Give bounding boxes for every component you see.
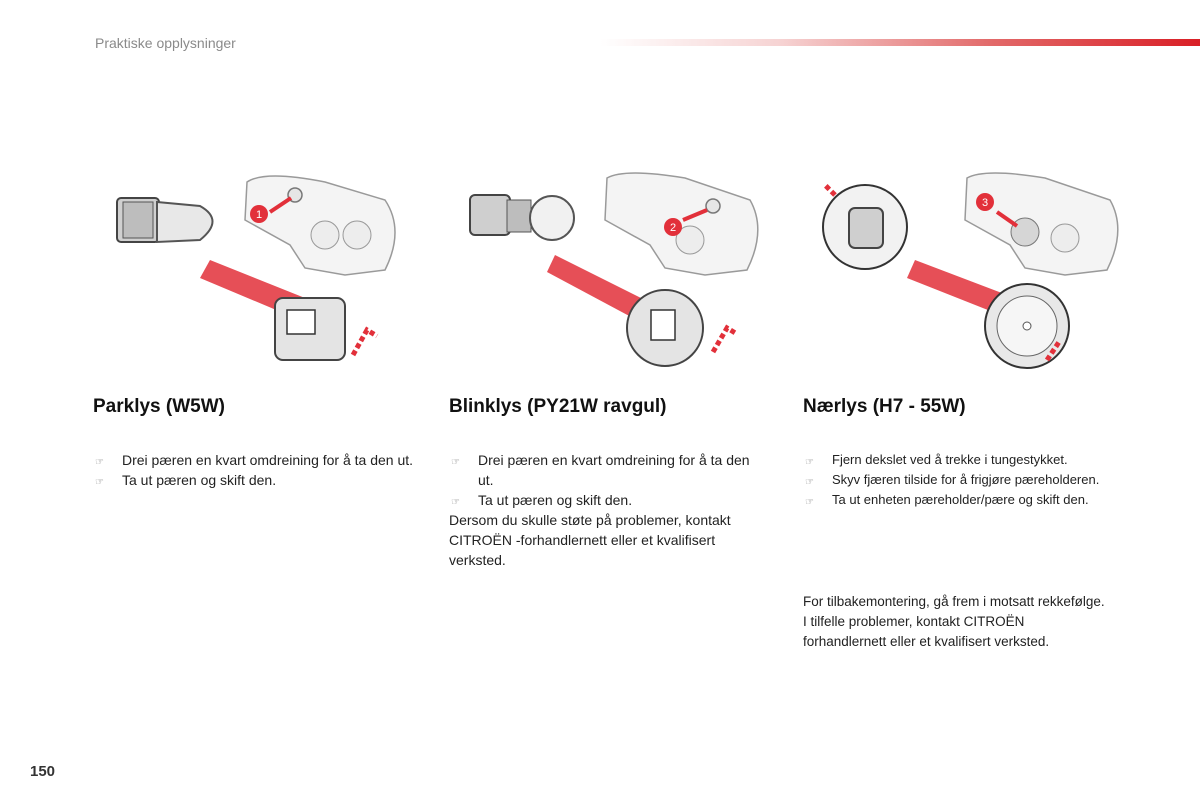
parking-light-section (93, 396, 423, 490)
low-beam-section (803, 396, 1143, 510)
pointing-hand-icon: ☞ (95, 477, 104, 488)
section-title: Parklys (W5W) (93, 396, 225, 417)
reassembly-note: For tilbakemontering, gå frem i motsatt rekkefølge. I tilfelle problemer, kontakt CITROËN forhandlernett eller et kvalifisert verksted. (803, 594, 1105, 649)
page-number: 150 (30, 763, 56, 780)
support-note: Dersom du skulle støte på problemer, kontakt CITROËN -forhandlernett eller et kvalifisert verksted. (449, 512, 731, 568)
pointing-hand-icon: ☞ (805, 457, 814, 468)
section-header-label: Praktiske opplysninger (95, 35, 236, 51)
header-accent-bar (600, 39, 1200, 46)
turn-signal-illustration (455, 160, 785, 380)
pointing-hand-icon: ☞ (451, 457, 460, 468)
pointing-hand-icon: ☞ (451, 497, 460, 508)
step-item: ☞ Drei pæren en kvart omdreining for å ta den ut. (451, 452, 750, 488)
svg-text:1: 1 (255, 209, 263, 221)
pointing-hand-icon: ☞ (805, 477, 814, 488)
pointing-hand-icon: ☞ (805, 497, 814, 508)
section-title: Blinklys (PY21W ravgul) (449, 396, 667, 417)
step-item: ☞ Ta ut pæren og skift den. (93, 470, 423, 490)
svg-text:2: 2 (669, 222, 677, 234)
step-item: ☞ Ta ut pæren og skift den. (449, 490, 759, 510)
step-list (449, 450, 759, 510)
step-item: ☞ Fjern dekslet ved å trekke i tungestykket. (803, 450, 1143, 470)
pointing-hand-icon: ☞ (95, 457, 104, 468)
turn-signal-section (449, 396, 759, 570)
parking-light-illustration (95, 160, 425, 380)
step-list (803, 450, 1143, 510)
low-beam-illustration (815, 160, 1145, 380)
section-title: Nærlys (H7 - 55W) (803, 396, 966, 417)
step-list (93, 450, 423, 490)
step-item: ☞ Skyv fjæren tilside for å frigjøre pæreholderen. (803, 470, 1143, 490)
svg-text:3: 3 (981, 197, 989, 209)
step-item: ☞ Drei pæren en kvart omdreining for å ta den ut. (93, 450, 423, 470)
step-item: ☞ Ta ut enheten pæreholder/pære og skift den. (803, 490, 1143, 510)
